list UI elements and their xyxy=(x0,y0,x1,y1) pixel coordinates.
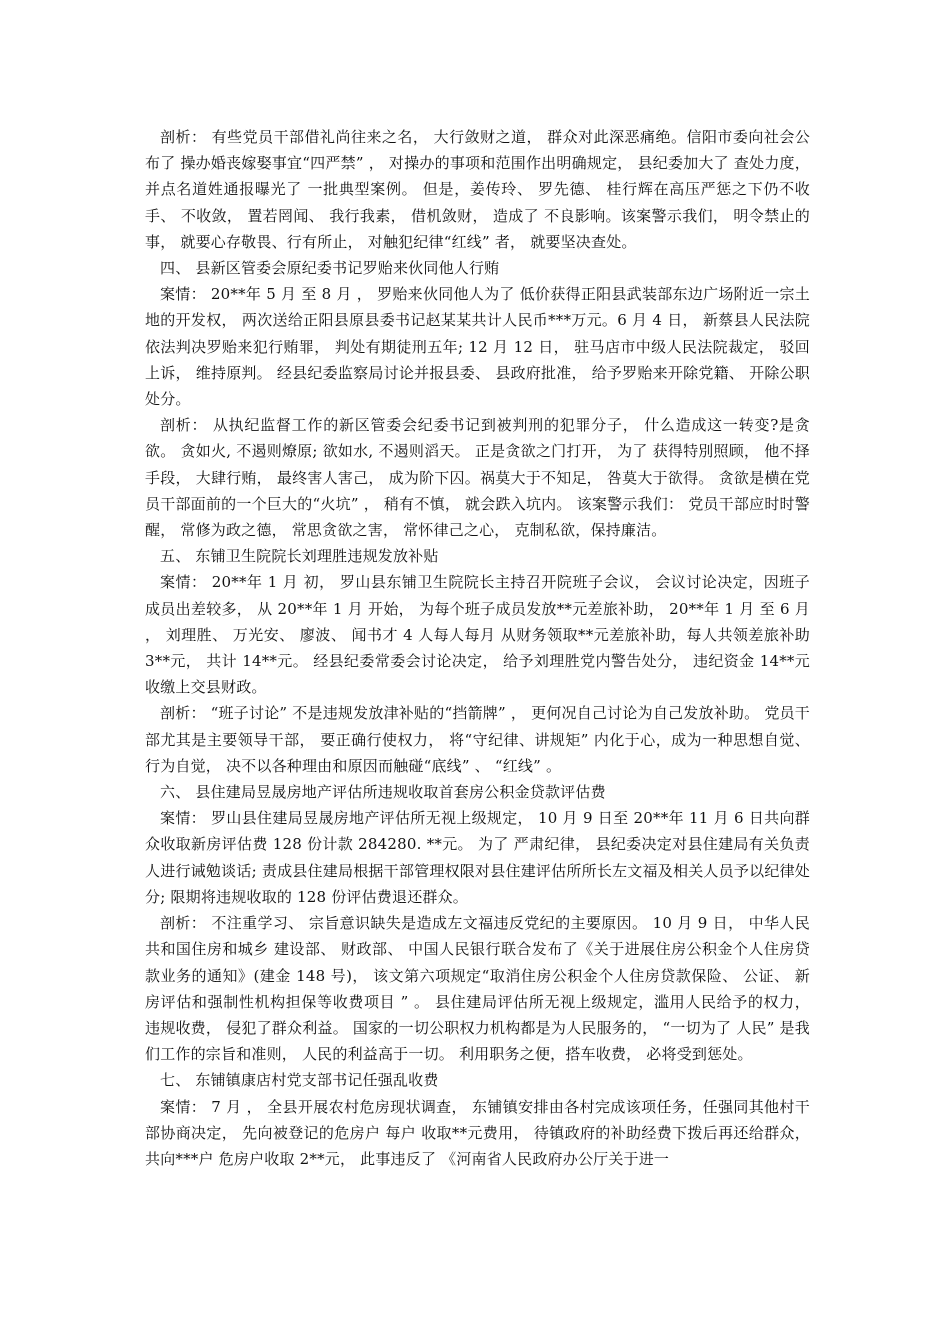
section-heading-4: 四、 县新区管委会原纪委书记罗贻来伙同他人行贿 xyxy=(160,259,500,278)
paragraph-analysis-4: 剖析： 从执纪监督工作的新区管委会纪委书记到被判刑的犯罪分子， 什么造成这一转变?是贪欲。 贪如火, 不遏则燎原; 欲如水, 不遏则滔天。 正是贪欲之门打开， 为了 获得特別照顾， 他不择手段， 大肆行贿， 最终害人害己， 成为阶下囚。祸莫大于不知足， 咎莫大于欲得。 贪欲是横在党员干部面前的一个巨大的“火坑” ， 稍有不慎， 就会跌入坑内。 该案警示我们： 党员干部应时时警醒， 常修为政之德， 常思贪欲之害， 常怀律己之心， 克制私欲，保持廉洁。 xyxy=(145,416,810,540)
paragraph-analysis-5: 剖析： “班子讨论” 不是违规发放津补贴的“挡箭牌” ， 更何况自己讨论为自己发放补助。 党员干部尤其是主要领导干部， 要正确行使权力， 将“守纪律、讲规矩” 内化于心，成为一种思想自觉、 行为自觉， 决不以各种理由和原因而触碰“底线” 、 “红线” 。 xyxy=(145,704,810,775)
paragraph-analysis-6: 剖析： 不注重学习、 宗旨意识缺失是造成左文福违反党纪的主要原因。 10 月 9 日， 中华人民共和国住房和城乡 建设部、 财政部、 中国人民银行联合发布了《关于进展住房公积金个人住房贷款业务的通知》(建金 148 号)， 该文第六项规定“取消住房公积金个人住房贷款保险、 公证、 新房评估和强制性机构担保等收费项目 ” 。 县住建局评估所无视上级规定，滥用人民给予的权力， 违规收费， 侵犯了群众利益。 国家的一切公职权力机构都是为人民服务的， “一切为了 人民” 是我们工作的宗旨和准则， 人民的利益高于一切。 利用职务之便，搭车收费， 必将受到惩处。 xyxy=(145,914,810,1064)
section-heading-7: 七、 东铺镇康店村党支部书记任强乱收费 xyxy=(160,1071,439,1090)
paragraph-case-7: 案情： 7 月 ， 全县开展农村危房现状调查， 东铺镇安排由各村完成该项任务，任强同其他村干部协商决定， 先向被登记的危房户 每户 收取**元费用， 待镇政府的补助经费下拨后再还给群众， 共向***户 危房户收取 2**元， 此事违反了 《河南省人民政府办公厅关于进一 xyxy=(145,1097,810,1168)
paragraph-analysis-3: 剖析： 有些党员干部借礼尚往来之名， 大行敛财之道， 群众对此深恶痛绝。信阳市委向社会公布了 操办婚丧嫁娶事宜“四严禁” ， 对操办的事项和范围作出明确规定， 县纪委加大了 查处力度， 并点名道姓通报曝光了 一批典型案例。 但是，姜传玲、 罗先德、 桂行辉在高压严惩之下仍不收手、 不收敛， 置若罔闻、 我行我素， 借机敛财， 造成了 不良影响。该案警示我们， 明令禁止的事， 就要心存敬畏、行有所止， 对触犯纪律“红线” 者， 就要坚决查处。 xyxy=(145,128,810,251)
document-body xyxy=(145,124,810,1172)
paragraph-case-4: 案情： 20**年 5 月 至 8 月 ， 罗贻来伙同他人为了 低价获得正阳县武装部东边广场附近一宗土地的开发权， 两次送给正阳县原县委书记赵某某共计人民币***万元。6 月 4 日， 新蔡县人民法院依法判决罗贻来犯行贿罪， 判处有期徒刑五年; 12 月 12 日， 驻马店市中级人民法院裁定， 驳回上诉， 维持原判。 经县纪委监察局讨论并报县委、 县政府批准， 给予罗贻来开除党籍、 开除公职处分。 xyxy=(145,285,810,409)
paragraph-case-5: 案情： 20**年 1 月 初， 罗山县东铺卫生院院长主持召开院班子会议， 会议讨论决定，因班子成员出差较多， 从 20**年 1 月 开始， 为每个班子成员发放**元差旅补助， 20**年 1 月 至 6 月 ， 刘理胜、 万光安、 廖波、 闻书才 4 人每人每月 从财务领取**元差旅补助，每人共领差旅补助 3**元， 共计 14**元。 经县纪委常委会讨论决定， 给予刘理胜党内警告处分， 违纪资金 14**元收缴上交县财政。 xyxy=(145,573,810,697)
section-heading-6: 六、 县住建局昱晟房地产评估所违规收取首套房公积金贷款评估费 xyxy=(160,783,606,802)
section-heading-5: 五、 东铺卫生院院长刘理胜违规发放补贴 xyxy=(160,547,439,566)
paragraph-case-6: 案情： 罗山县住建局昱晟房地产评估所无视上级规定， 10 月 9 日至 20**年 11 月 6 日共向群众收取新房评估费 128 份计款 284280. **元。 为了 严肃纪律， 县纪委决定对县住建局有关负责人进行诫勉谈话; 责成县住建局根据干部管理权限对县住建评估所所长左文福及相关人员予以纪律处分; 限期将违规收取的 128 份评估费退还群众。 xyxy=(145,809,810,906)
